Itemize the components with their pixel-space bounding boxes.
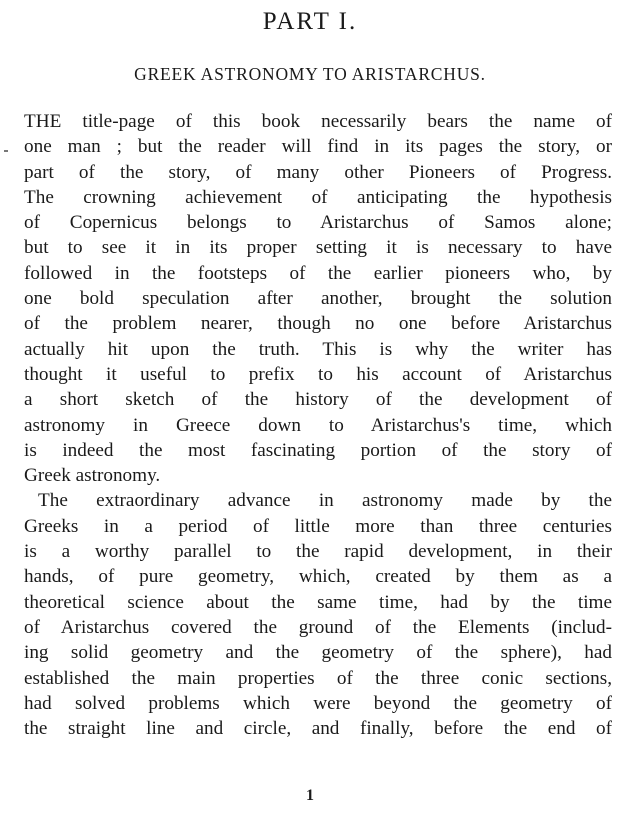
first-word-rest: HE [35,111,62,132]
text-line: actually hit upon the truth. This is why the writer has [24,338,612,360]
margin-mark [4,150,8,152]
text-line: Greek astronomy. [24,465,161,487]
text-line: had solved problems which were beyond the geometry of [24,692,612,714]
text-line [24,109,612,134]
text-line: astronomy in Greece down to Aristarchus's time, which [24,414,612,436]
text-line: a short sketch of the history of the development of [24,389,612,411]
text-line: but to see it in its proper setting it is necessary to have [24,237,612,259]
text-line: the straight line and circle, and finally, before the end of [24,718,612,740]
text-line: is indeed the most fascinating portion of the story of [24,439,612,461]
part-heading: PART I. [262,8,358,35]
text-line: followed in the footsteps of the earlier pioneers who, by [24,262,612,284]
paragraph-2 [24,488,612,741]
text-line: is a worthy parallel to the rapid development, in their [24,541,612,563]
text-line: Greeks in a period of little more than three centuries [24,515,612,537]
page-number: 1 [306,787,314,804]
text-line: of the problem nearer, though no one before Aristarchus [24,313,612,335]
text-line: part of the story, of many other Pioneers of Progress. [24,161,612,183]
text-line: one bold speculation after another, brought the solution [24,288,612,310]
first-word-initial: T [24,111,36,132]
paragraph-1 [24,109,612,488]
section-title: GREEK ASTRONOMY TO ARISTARCHUS. [134,64,486,84]
text-line: of Copernicus belongs to Aristarchus of Samos alone; [24,212,612,234]
text-line: one man ; but the reader will find in its pages the story, or [24,136,612,158]
text-line: The extraordinary advance in astronomy made by the [38,490,612,512]
text-line: of Aristarchus covered the ground of the Elements (includ- [24,616,612,638]
text-line: thought it useful to prefix to his account of Aristarchus [24,363,612,385]
first-line-text: title-page of this book necessarily bears the name of [61,111,612,132]
body-text [24,109,612,741]
text-line: established the main properties of the three conic sections, [24,667,612,689]
text-line: ing solid geometry and the geometry of the sphere), had [24,642,612,664]
text-line: The crowning achievement of anticipating the hypothesis [24,186,612,208]
text-line: theoretical science about the same time, had by the time [24,591,612,613]
text-line: hands, of pure geometry, which, created by them as a [24,566,612,588]
